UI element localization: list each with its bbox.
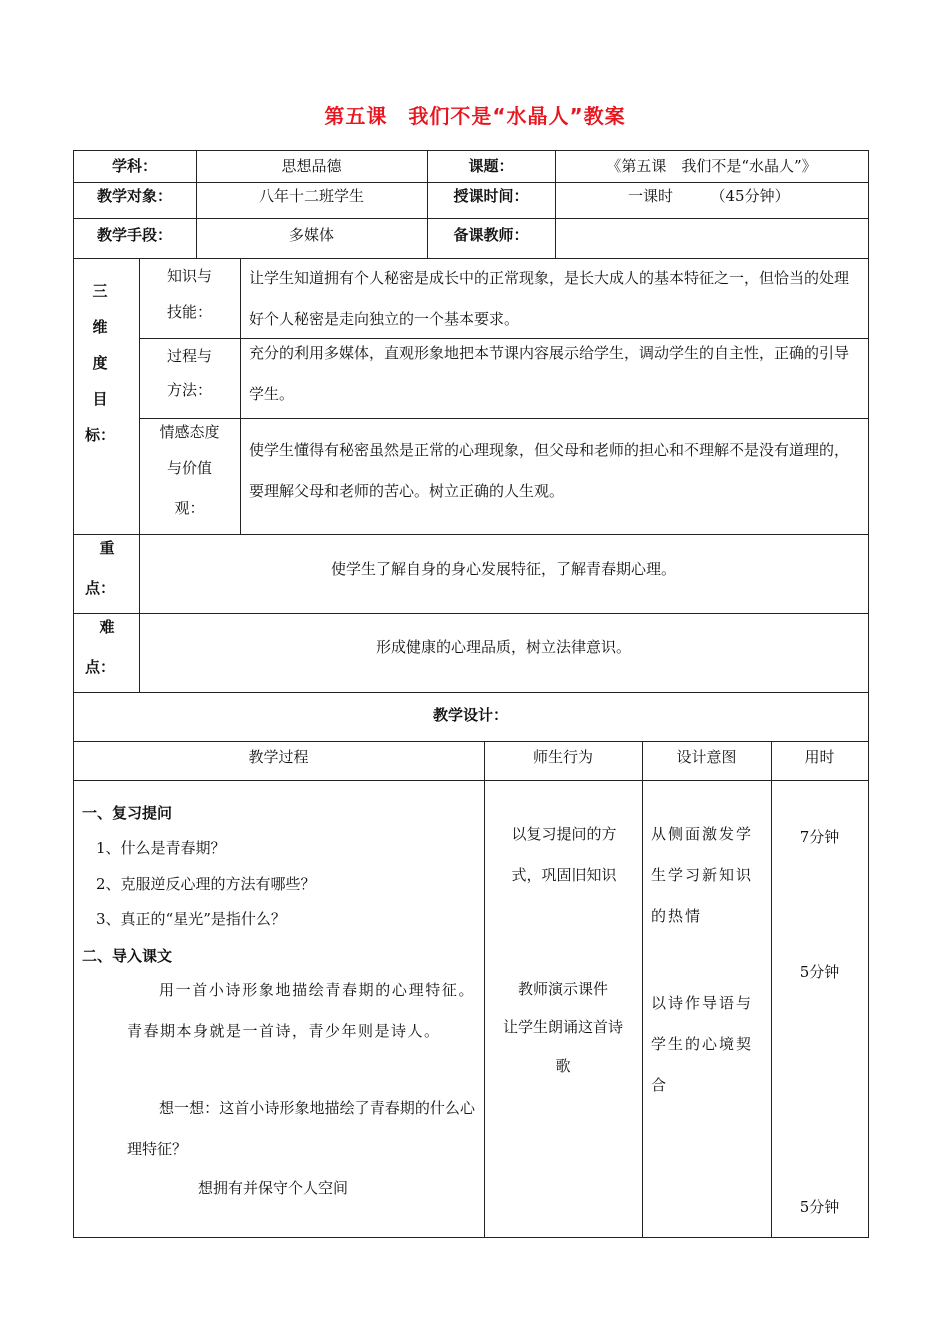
intro-paragraph: 用一首小诗形象地描绘青春期的心理特征。青春期本身就是一首诗，青少年则是诗人。 [127, 981, 475, 1040]
topic-value: 《第五课 我们不是“水晶人”》 [606, 157, 817, 175]
means-value: 多媒体 [288, 226, 334, 244]
topic-label: 课题： [468, 157, 514, 175]
audience-label: 教学对象： [96, 187, 172, 205]
section-intro: 二、导入课文 [82, 947, 173, 965]
intent-intro: 以诗作导语与学生的心境契合 [651, 994, 754, 1094]
audience-value: 八年十二班学生 [258, 187, 364, 205]
page-title: 第五课 我们不是“水晶人”教案 [324, 104, 626, 128]
subject-label: 学科： [111, 157, 157, 175]
question-3: 3、真正的“星光”是指什么？ [96, 910, 286, 928]
col-header-process: 教学过程 [248, 748, 309, 766]
col-header-intent: 设计意图 [676, 748, 737, 766]
subject-value: 思想品德 [281, 157, 342, 175]
action-review: 以复习提问的方式，巩固旧知识 [511, 825, 617, 884]
design-title: 教学设计： [432, 706, 508, 724]
means-label: 教学手段： [96, 226, 172, 244]
difficulty-text: 形成健康的心理品质，树立法律意识。 [375, 638, 631, 656]
duration-2: 5分钟 [799, 963, 840, 981]
goal-process-text: 充分的利用多媒体，直观形象地把本节课内容展示给学生，调动学生的自主性，正确的引导学生。 [249, 344, 850, 403]
section-review: 一、复习提问 [82, 804, 173, 822]
duration-3: 5分钟 [799, 1198, 840, 1216]
key-point-text: 使学生了解自身的身心发展特征，了解青春期心理。 [330, 560, 676, 578]
goal-knowledge-text: 让学生知道拥有个人秘密是成长中的正常现象，是长大成人的基本特征之一，但恰当的处理好个人秘密是走向独立的一个基本要求。 [249, 269, 850, 328]
intent-review: 从侧面激发学生学习新知识的热情 [651, 825, 754, 925]
goal-emotion-text: 使学生懂得有秘密虽然是正常的心理现象，但父母和老师的担心和不理解不是没有道理的，要理解父母和老师的苦心。树立正确的人生观。 [249, 441, 850, 500]
answer-text: 想拥有并保守个人空间 [198, 1179, 349, 1197]
col-header-duration: 用时 [804, 748, 835, 766]
col-header-actions: 师生行为 [532, 748, 593, 766]
duration-1: 7分钟 [799, 828, 840, 846]
question-2: 2、克服逆反心理的方法有哪些？ [96, 875, 316, 893]
teacher-label: 备课教师： [453, 226, 529, 244]
time-value: 一课时 （45分钟） [628, 187, 790, 205]
question-1: 1、什么是青春期？ [96, 839, 226, 857]
think-paragraph: 想一想：这首小诗形象地描绘了青春期的什么心理特征？ [127, 1099, 475, 1158]
time-label: 授课时间： [453, 187, 529, 205]
